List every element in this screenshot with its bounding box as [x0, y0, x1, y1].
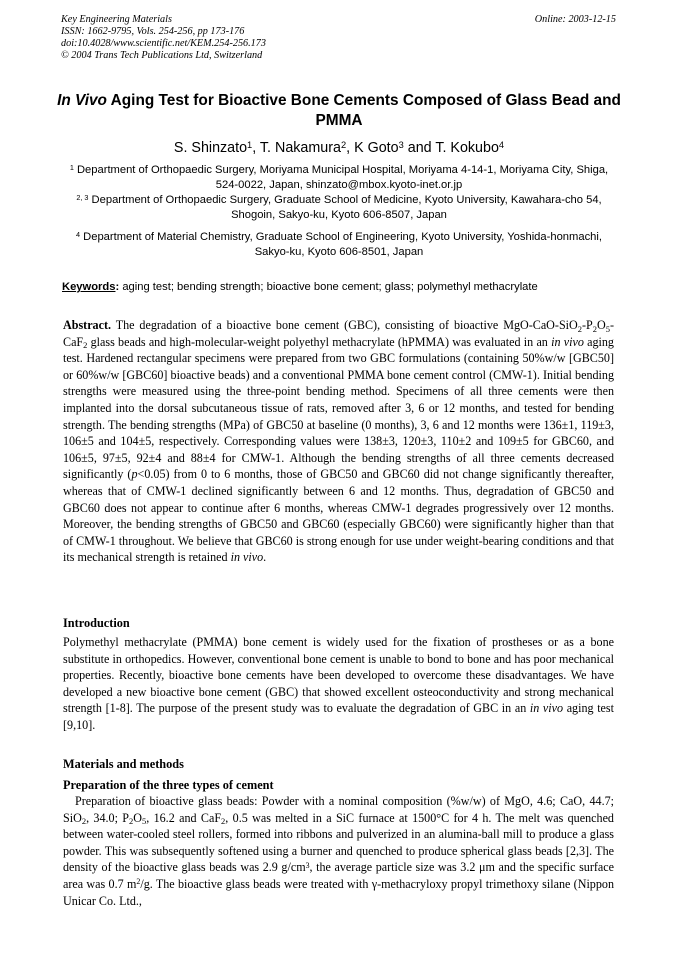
- author-list: [50, 139, 628, 157]
- abstract-paragraph: Abstract. The degradation of a bioactive bone cement (GBC), consisting of bioactive MgO-$CaO-SiO_2-P_2O_5-CaF_2$ glass beads and high-molecular-weight polyethyl methacrylate (hPMMA) was evaluated in an in vivo aging test. Hardened rectangular specimens were prepared from two GBC formulations (containing 50%w/w [GBC50] or 60%w/w [GBC60] bioactive beads) and a conventional PMMA bone cement control (CMW-1). Initial bending strengths were measured using the three-point bending method. Specimens of all three cements were then implanted into the dorsal subcutaneous tissue of rats, removed after 3, 6 or 12 months, and tested for bending strength. The bending strengths (MPa) of GBC50 at baseline (0 months), 3, 6 and 12 months were 136±1, 119±3, 106±5 and 104±5, respectively. Corresponding values were 138±3, 120±3, 110±2 and 109±5 for GBC60, and 106±5, 97±5, 92±4 and 88±4 for CMW-1. Although the bending strengths of all three cements decreased significantly (p<0.05) from 0 to 6 months, those of GBC50 and GBC60 did not change significantly thereafter, whereas that of CMW-1 declined significantly between 6 and 12 months. Thus, degradation of GBC50 and GBC60 does not appear to continue after 6 months, whereas CMW-1 degrades progressively over 12 months. Moreover, the bending strengths of GBC50 and GBC60 (especially GBC60) were significantly higher than that of CMW-1 throughout. We believe that GBC60 is strong enough for use under weight-bearing conditions and that its mechanical strength is retained in vivo.: [63, 318, 614, 565]
- affiliation-text: Department of Material Chemistry, Graduate School of Engineering, Kyoto University, Yoshida-honmachi, Sakyo-ku, Kyoto 606-8501, Japan: [83, 231, 602, 258]
- title-rest: Aging Test for Bioactive Bone Cements Composed of Glass Bead and PMMA: [106, 92, 621, 129]
- affiliation-text: Department of Orthopaedic Surgery, Moriyama Municipal Hospital, Moriyama 4-14-1, Moriyama City, Shiga, 524-0022, Japan, shinzato@mbox.kyoto-inet.or.jp: [76, 164, 609, 191]
- journal-header: [61, 14, 266, 62]
- materials-methods-heading: Materials and methods: [63, 757, 184, 771]
- keywords-text: aging test; bending strength; bioactive bone cement; glass; polymethyl methacrylate: [122, 281, 538, 293]
- author-name: T. Kokubo: [435, 140, 499, 156]
- affiliation-mark: 1: [69, 162, 74, 172]
- author-separator: ,: [346, 140, 355, 156]
- affiliation-text: Department of Orthopaedic Surgery, Graduate School of Medicine, Kyoto University, Kawahara-cho 54, Shogoin, Sakyo-ku, Kyoto 606-8507, Japan: [91, 194, 602, 221]
- author-separator: ,: [252, 140, 260, 156]
- affiliation-mark: 4: [76, 229, 81, 239]
- introduction-heading: Introduction: [63, 616, 130, 630]
- keywords-label: Keywords: [62, 281, 116, 293]
- author-name: T. Nakamura: [259, 140, 341, 156]
- affiliation: [62, 193, 616, 223]
- affiliation: [62, 230, 616, 260]
- title-italic: In Vivo: [57, 92, 107, 109]
- author-affil-mark: 1: [247, 139, 253, 150]
- online-date: Online: 2003-12-15: [534, 14, 616, 25]
- author-affil-mark: 3: [398, 139, 404, 150]
- preparation-subheading: Preparation of the three types of cement: [63, 778, 274, 792]
- preparation-paragraph: Preparation of bioactive glass beads: Powder with a nominal composition (%w/w) of MgO, 4.6; CaO, 44.7; SiO$_2$, 34.0; $P_2O_5$, 16.2 and CaF$_2$, 0.5 was melted in a SiC furnace at 1500°C for 4 h. The melt was quenched between water-cooled steel rollers, formed into ribbons and pulverized in an alumina-ball mill to produce a glass powder. This was subsequently softened using a burner and quenched to produce spherical glass beads [2,3]. The density of the bioactive glass beads was 2.9 $g/cm^3$, the average particle size was 3.2 μm and the specific surface area was 0.7 $m^2/g$. The bioactive glass beads were treated with γ-methacryloxy propyl trimethoxy silane (Nippon Unicar Co. Ltd.,: [63, 794, 614, 908]
- journal-name: Key Engineering Materials: [61, 14, 172, 25]
- affiliation: [62, 163, 616, 193]
- introduction-paragraph: Polymethyl methacrylate (PMMA) bone cement is widely used for the fixation of prostheses or as a bone substitute in orthopedics. However, conventional bone cement is unable to bond to bone and has poor mechanical properties. Recently, bioactive bone cements have been developed to overcome these disadvantages. We have developed a new bioactive bone cement (GBC) that showed excellent osteoconductivity and strong mechanical strength [1-8]. The purpose of the present study was to evaluate the degradation of GBC in an in vivo aging test [9,10].: [63, 635, 614, 732]
- keywords-line: Keywords: aging test; bending strength; bioactive bone cement; glass; polymethyl methacrylate: [62, 281, 538, 293]
- author-separator: and: [403, 140, 436, 156]
- author-name: K Goto: [354, 140, 399, 156]
- affiliation-mark: 2, 3: [76, 192, 89, 202]
- doi-line: doi:10.4028/www.scientific.net/KEM.254-256.173: [61, 38, 266, 49]
- author-name: S. Shinzato: [173, 140, 248, 156]
- author-affil-mark: 2: [340, 139, 347, 150]
- copyright-line: © 2004 Trans Tech Publications Ltd, Switzerland: [61, 50, 263, 61]
- issn-line: ISSN: 1662-9795, Vols. 254-256, pp 173-176: [61, 26, 245, 37]
- paper-title: [50, 91, 628, 131]
- author-affil-mark: 4: [498, 139, 505, 150]
- abstract-label: Abstract.: [63, 318, 112, 332]
